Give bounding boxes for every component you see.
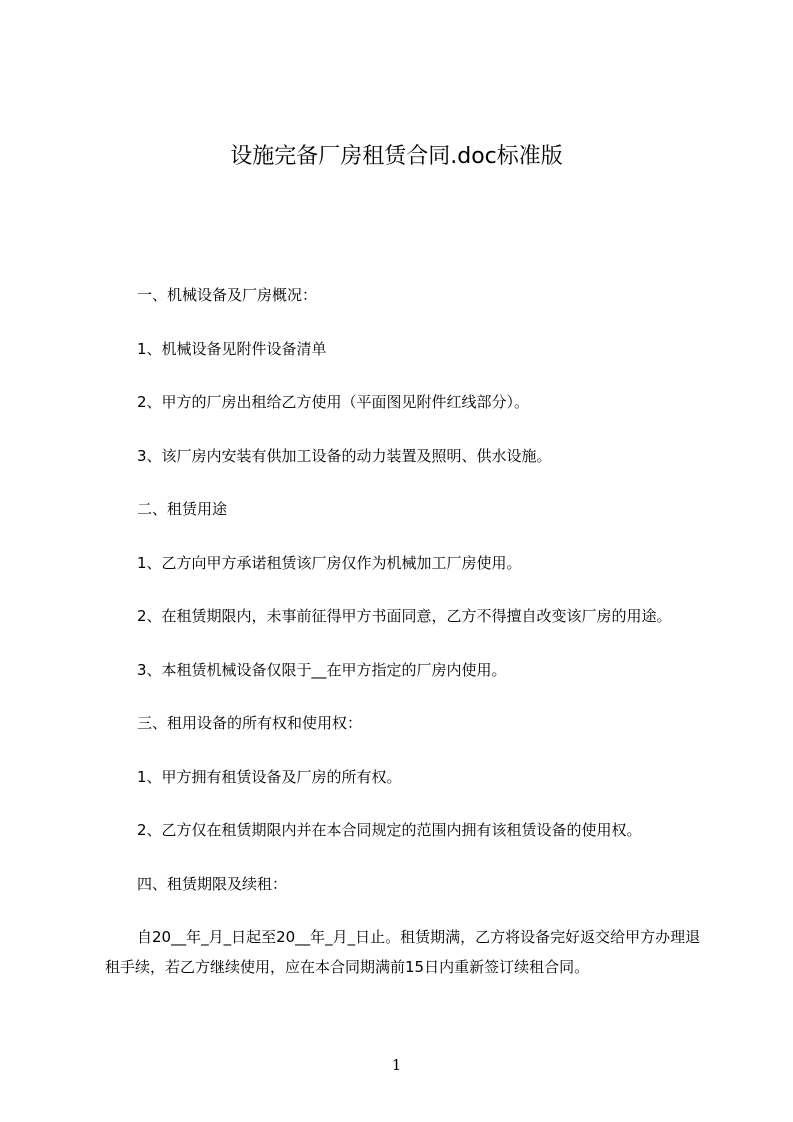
section-heading-4: 四、租赁期限及续租： [137,874,288,893]
section-heading-1: 一、机械设备及厂房概况： [137,286,318,304]
document-body [105,285,705,1016]
document-title: 设施完备厂房租赁合同.doc标准版 [230,144,563,169]
section-heading-2: 二、租赁用途 [137,500,228,518]
paragraph-4-1: 自20__年_月_日起至20__年_月_日止。租赁期满，乙方将设备完好返交给甲方办理退租手续，若乙方继续使用，应在本合同期满前15日内重新签订续租合同。 [105,928,701,976]
paragraph-2-3: 3、本租赁机械设备仅限于__在甲方指定的厂房内使用。 [137,660,507,679]
paragraph-1-3: 3、该厂房内安装有供加工设备的动力装置及照明、供水设施。 [137,446,552,465]
paragraph-2-2: 2、在租赁期限内，未事前征得甲方书面同意，乙方不得擅自改变该厂房的用途。 [137,607,672,625]
paragraph-3-1: 1、甲方拥有租赁设备及厂房的所有权。 [137,767,402,786]
paragraph-1-1: 1、机械设备见附件设备清单 [137,339,327,358]
paragraph-1-2: 2、甲方的厂房出租给乙方使用（平面图见附件红线部分）。 [137,393,530,411]
page-number: 1 [391,1056,402,1074]
section-heading-3: 三、租用设备的所有权和使用权： [137,714,363,732]
paragraph-2-1: 1、乙方向甲方承诺租赁该厂房仅作为机械加工厂房使用。 [137,553,522,572]
paragraph-3-2: 2、乙方仅在租赁期限内并在本合同规定的范围内拥有该租赁设备的使用权。 [137,821,642,839]
